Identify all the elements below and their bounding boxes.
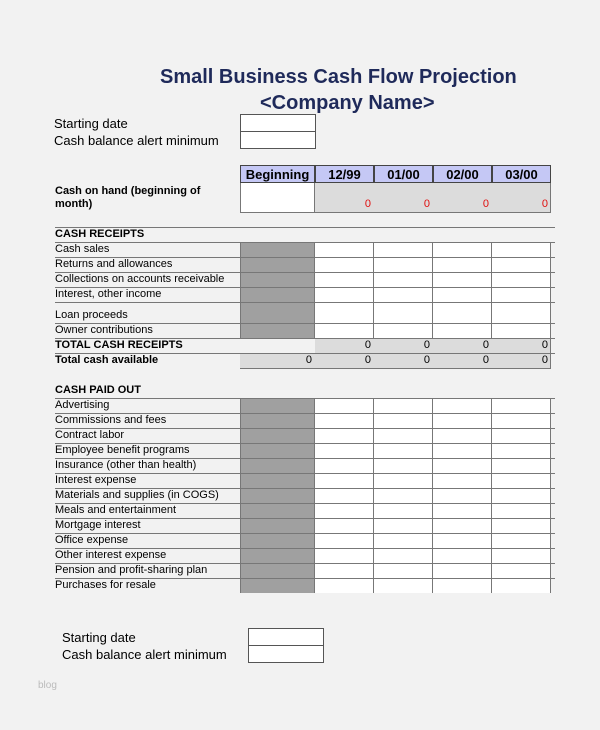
total-cash-available-row (55, 353, 555, 369)
table-cell[interactable] (315, 518, 374, 533)
table-cell[interactable] (492, 272, 551, 287)
total-receipts-value[interactable]: 0 (364, 339, 371, 351)
table-cell[interactable] (433, 242, 492, 257)
column-header-month[interactable]: 12/99 (315, 165, 374, 183)
divider (55, 503, 555, 504)
table-cell[interactable] (492, 488, 551, 503)
divider (55, 488, 555, 489)
table-cell[interactable] (374, 473, 433, 488)
table-cell[interactable] (433, 518, 492, 533)
table-cell[interactable] (374, 413, 433, 428)
table-cell[interactable] (433, 287, 492, 302)
beginning-cell[interactable] (240, 458, 315, 473)
table-cell[interactable] (315, 398, 374, 413)
cash-paid-out-heading-row (55, 383, 555, 398)
table-cell[interactable] (492, 257, 551, 272)
table-cell[interactable] (374, 302, 433, 323)
divider (55, 353, 555, 354)
table-cell[interactable] (374, 287, 433, 302)
table-cell[interactable] (433, 458, 492, 473)
total-receipts-value[interactable]: 0 (482, 339, 489, 351)
divider (55, 398, 555, 399)
table-cell[interactable] (492, 302, 551, 323)
divider (55, 338, 555, 339)
line-item-row (55, 443, 555, 458)
alert-minimum-label: Cash balance alert minimum (54, 133, 219, 148)
table-cell[interactable] (374, 272, 433, 287)
beginning-cell[interactable] (240, 518, 315, 533)
line-item-row (55, 272, 555, 287)
divider (55, 323, 555, 324)
line-item-row (55, 548, 555, 563)
table-cell[interactable] (315, 257, 374, 272)
bottom-starting-date-label: Starting date (62, 630, 136, 645)
cash-on-hand-value[interactable]: 0 (482, 198, 489, 210)
beginning-cell[interactable] (240, 548, 315, 563)
table-cell[interactable] (433, 488, 492, 503)
beginning-cell[interactable] (240, 398, 315, 413)
beginning-cell[interactable] (240, 287, 315, 302)
table-cell[interactable] (433, 533, 492, 548)
table-cell[interactable] (433, 272, 492, 287)
table-cell[interactable] (433, 413, 492, 428)
total-available-value[interactable]: 0 (364, 354, 371, 366)
beginning-cell[interactable] (240, 302, 315, 323)
divider (55, 242, 555, 243)
line-item-row (55, 413, 555, 428)
row-label: Cash sales (55, 243, 110, 255)
divider (55, 227, 555, 228)
line-item-row (55, 488, 555, 503)
table-cell[interactable] (315, 578, 374, 593)
beginning-cell[interactable] (240, 533, 315, 548)
beginning-cell[interactable] (240, 443, 315, 458)
table-cell[interactable] (492, 287, 551, 302)
row-label: Employee benefit programs (55, 444, 190, 456)
table-cell[interactable] (374, 443, 433, 458)
beginning-cell[interactable] (240, 503, 315, 518)
watermark: blog (38, 680, 57, 691)
table-cell[interactable] (315, 413, 374, 428)
total-available-value[interactable]: 0 (423, 354, 430, 366)
cash-on-hand-row (55, 183, 555, 213)
column-header-beginning[interactable]: Beginning (240, 165, 315, 183)
starting-date-label: Starting date (54, 116, 128, 131)
line-item-row (55, 578, 555, 593)
table-cell[interactable] (315, 473, 374, 488)
row-label: Purchases for resale (55, 579, 156, 591)
line-item-row (55, 257, 555, 272)
table-cell[interactable] (433, 398, 492, 413)
divider (55, 473, 555, 474)
table-cell[interactable] (315, 533, 374, 548)
line-item-row (55, 323, 555, 338)
table-cell[interactable] (492, 578, 551, 593)
table-cell[interactable] (240, 183, 315, 213)
table-cell[interactable] (433, 548, 492, 563)
beginning-cell[interactable] (240, 578, 315, 593)
column-header-month[interactable]: 03/00 (492, 165, 551, 183)
table-cell[interactable] (315, 287, 374, 302)
row-label: Total cash available (55, 354, 159, 366)
row-label: Contract labor (55, 429, 125, 441)
table-cell[interactable] (374, 428, 433, 443)
table-cell[interactable] (315, 458, 374, 473)
line-item-row (55, 533, 555, 548)
table-cell[interactable] (315, 302, 374, 323)
table-cell[interactable] (315, 428, 374, 443)
column-header-month[interactable]: 02/00 (433, 165, 492, 183)
divider (55, 548, 555, 549)
divider (55, 272, 555, 273)
line-item-row (55, 563, 555, 578)
cash-receipts-heading-row (55, 227, 555, 242)
table-cell[interactable] (433, 443, 492, 458)
table-cell[interactable] (492, 242, 551, 257)
row-label: Commissions and fees (55, 414, 167, 426)
table-cell[interactable] (492, 398, 551, 413)
row-label: TOTAL CASH RECEIPTS (55, 339, 183, 351)
total-cash-receipts-row (55, 338, 555, 353)
page-title: Small Business Cash Flow Projection (160, 66, 517, 88)
row-label: Interest expense (55, 474, 137, 486)
divider (55, 428, 555, 429)
table-cell[interactable] (433, 257, 492, 272)
divider (55, 257, 555, 258)
table-cell[interactable] (433, 428, 492, 443)
column-header-month[interactable]: 01/00 (374, 165, 433, 183)
divider (55, 302, 555, 303)
table-cell[interactable] (315, 323, 374, 338)
table-cell[interactable] (374, 458, 433, 473)
beginning-cell[interactable] (240, 428, 315, 443)
row-label: Insurance (other than health) (55, 459, 197, 471)
line-item-row (55, 242, 555, 257)
table-cell[interactable] (492, 503, 551, 518)
line-item-row (55, 428, 555, 443)
line-item-row (55, 458, 555, 473)
divider (55, 443, 555, 444)
table-cell[interactable] (433, 503, 492, 518)
row-label: Pension and profit-sharing plan (55, 564, 208, 576)
bottom-alert-minimum-field[interactable] (248, 645, 324, 663)
beginning-cell[interactable] (240, 257, 315, 272)
table-cell[interactable] (374, 323, 433, 338)
table-cell[interactable] (492, 458, 551, 473)
total-available-value[interactable]: 0 (305, 354, 312, 366)
total-available-value[interactable]: 0 (541, 354, 548, 366)
bottom-starting-date-field[interactable] (248, 628, 324, 646)
total-available-value[interactable]: 0 (482, 354, 489, 366)
table-cell[interactable] (374, 563, 433, 578)
table-cell[interactable] (492, 443, 551, 458)
table-cell[interactable] (374, 548, 433, 563)
table-cell[interactable] (374, 488, 433, 503)
beginning-cell[interactable] (240, 563, 315, 578)
table-cell[interactable] (374, 533, 433, 548)
divider (55, 458, 555, 459)
table-cell[interactable] (374, 257, 433, 272)
table-cell[interactable] (315, 488, 374, 503)
table-cell[interactable] (315, 242, 374, 257)
beginning-cell[interactable] (240, 413, 315, 428)
cash-on-hand-value[interactable]: 0 (423, 198, 430, 210)
cash-on-hand-value[interactable]: 0 (364, 198, 371, 210)
row-label: Collections on accounts receivable (55, 273, 225, 285)
row-label: Mortgage interest (55, 519, 141, 531)
total-receipts-value[interactable]: 0 (541, 339, 548, 351)
row-label: month) (55, 198, 93, 210)
line-item-row (55, 503, 555, 518)
row-label: Other interest expense (55, 549, 167, 561)
company-name: <Company Name> (260, 92, 435, 114)
row-label: Advertising (55, 399, 110, 411)
table-cell[interactable] (433, 578, 492, 593)
line-item-row (55, 398, 555, 413)
section-heading: CASH RECEIPTS (55, 228, 145, 240)
table-cell[interactable] (433, 563, 492, 578)
table-cell[interactable] (315, 503, 374, 518)
table-cell[interactable] (315, 272, 374, 287)
line-item-row (55, 302, 555, 323)
divider (55, 518, 555, 519)
beginning-cell[interactable] (240, 488, 315, 503)
section-heading: CASH PAID OUT (55, 384, 141, 396)
line-item-row (55, 518, 555, 533)
total-receipts-value[interactable]: 0 (423, 339, 430, 351)
row-label: Loan proceeds (55, 309, 128, 321)
starting-date-field[interactable] (240, 114, 316, 132)
beginning-cell[interactable] (240, 242, 315, 257)
beginning-cell[interactable] (240, 272, 315, 287)
table-cell[interactable] (374, 398, 433, 413)
table-cell[interactable] (374, 578, 433, 593)
table-cell[interactable] (492, 518, 551, 533)
line-item-row (55, 287, 555, 302)
table-cell[interactable] (374, 503, 433, 518)
table-cell[interactable] (374, 518, 433, 533)
table-cell[interactable] (374, 242, 433, 257)
table-cell[interactable] (433, 323, 492, 338)
table-cell[interactable] (492, 323, 551, 338)
beginning-cell[interactable] (240, 473, 315, 488)
row-label: Office expense (55, 534, 129, 546)
bottom-alert-minimum-label: Cash balance alert minimum (62, 647, 227, 662)
divider (55, 533, 555, 534)
row-label: Returns and allowances (55, 258, 173, 270)
table-cell[interactable] (315, 548, 374, 563)
row-label: Cash on hand (beginning of (55, 185, 201, 197)
table-cell[interactable] (433, 302, 492, 323)
table-cell[interactable] (492, 563, 551, 578)
cash-on-hand-value[interactable]: 0 (541, 198, 548, 210)
alert-minimum-field[interactable] (240, 131, 316, 149)
table-cell[interactable] (492, 548, 551, 563)
beginning-cell[interactable] (240, 323, 315, 338)
row-label: Owner contributions (55, 324, 153, 336)
table-cell[interactable] (433, 473, 492, 488)
divider (55, 578, 555, 579)
table-cell[interactable] (492, 413, 551, 428)
row-label: Interest, other income (55, 288, 162, 300)
table-cell[interactable] (315, 443, 374, 458)
divider (55, 563, 555, 564)
table-cell[interactable] (492, 473, 551, 488)
divider (55, 413, 555, 414)
divider (55, 287, 555, 288)
line-item-row (55, 473, 555, 488)
table-cell[interactable] (492, 533, 551, 548)
row-label: Materials and supplies (in COGS) (55, 489, 219, 501)
table-cell[interactable] (492, 428, 551, 443)
row-label: Meals and entertainment (55, 504, 177, 516)
table-cell[interactable] (315, 563, 374, 578)
